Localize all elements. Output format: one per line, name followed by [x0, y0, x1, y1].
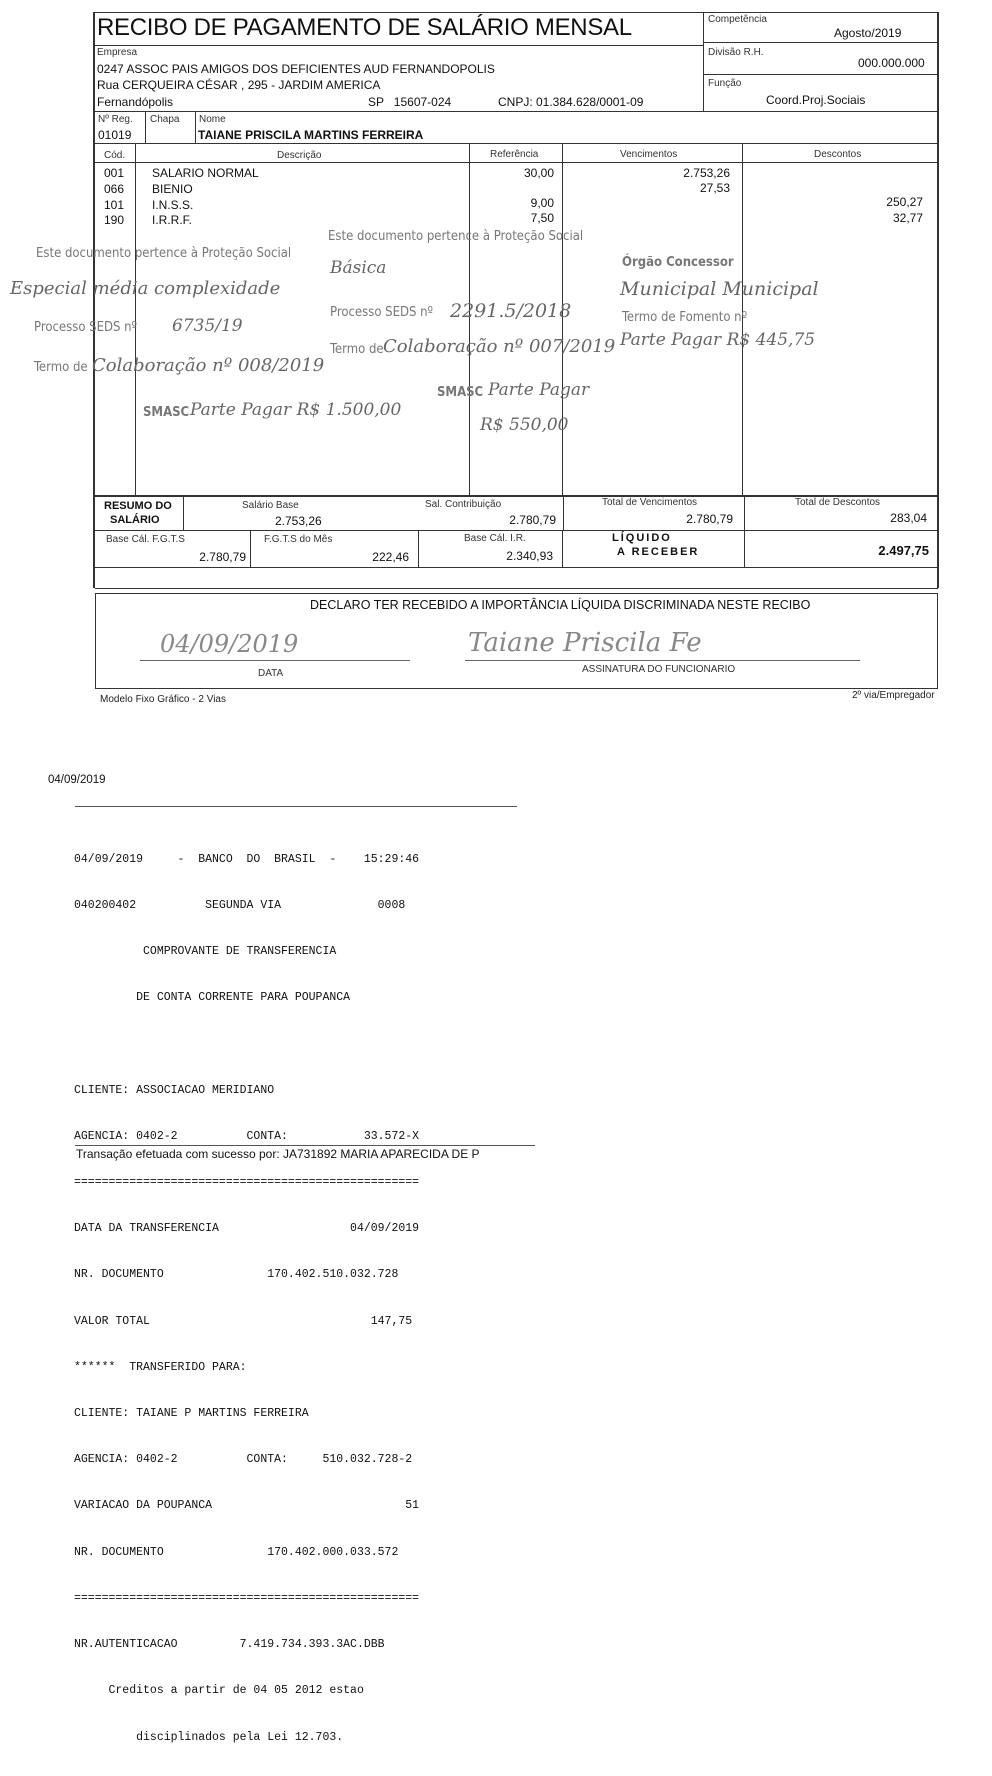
resumo-label: SALÁRIO	[110, 514, 160, 526]
comprovante-line: VARIACAO DA POUPANCA 51	[74, 1499, 420, 1513]
item-descont: 32,77	[892, 211, 923, 225]
comprovante-lines	[74, 821, 419, 1776]
signature: Taiane Priscila Fe	[468, 628, 702, 658]
fgts-mes-value: 222,46	[372, 550, 409, 564]
total-desc-label: Total de Descontos	[795, 497, 881, 508]
handwriting-processo: 6735/19	[172, 316, 243, 336]
comprovante-line: COMPROVANTE DE TRANSFERENCIA	[74, 945, 337, 959]
total-venc-value: 2.780,79	[686, 512, 733, 526]
comprovante-line: CLIENTE: TAIANE P MARTINS FERREIRA	[74, 1407, 309, 1421]
comprovante-line: NR. DOCUMENTO 170.402.510.032.728	[74, 1268, 399, 1282]
comprovante-date: 04/09/2019	[48, 774, 106, 786]
reg-value: 01019	[98, 128, 132, 142]
sal-contrib-value: 2.780,79	[509, 513, 556, 527]
empresa-label: Empresa	[97, 47, 138, 58]
salario-base-value: 2.753,26	[275, 514, 322, 528]
item-venc: 2.753,26	[683, 166, 730, 180]
comprovante-line: ****** TRANSFERIDO PARA:	[74, 1360, 247, 1374]
stamp-smasc: SMASC	[143, 405, 190, 420]
divisao-value: 000.000.000	[858, 56, 925, 70]
item-ref: 7,50	[530, 211, 554, 225]
declaro-text: DECLARO TER RECEBIDO A IMPORTÂNCIA LÍQUIDA DISCRIMINADA NESTE RECIBO	[310, 598, 811, 612]
handwriting-date: 04/09/2019	[160, 630, 299, 658]
item-cod: 066	[104, 182, 125, 196]
data-label: DATA	[258, 668, 284, 679]
comprovante-line: VALOR TOTAL 147,75	[74, 1314, 413, 1328]
employee-name: TAIANE PRISCILA MARTINS FERREIRA	[198, 128, 424, 142]
item-ref: 30,00	[523, 166, 554, 180]
empresa-address: Rua CERQUEIRA CÉSAR , 295 - JARDIM AMERICA	[97, 78, 381, 92]
item-venc: 27,53	[699, 181, 730, 195]
col-descricao: Descrição	[277, 150, 322, 161]
handwriting-municipal: Municipal Municipal	[620, 278, 819, 300]
col-referencia: Referência	[490, 149, 539, 160]
handwriting-parte-pagar: Parte Pagar R$ 445,75	[620, 330, 816, 350]
via-text: 2º via/Empregador	[852, 690, 935, 701]
funcao-value: Coord.Proj.Sociais	[766, 93, 866, 107]
base-ir-value: 2.340,93	[506, 549, 553, 563]
base-ir-label: Base Cál. I.R.	[464, 533, 526, 544]
comprovante-line: ==================================================	[74, 1591, 420, 1605]
comprovante-line: NR. DOCUMENTO 170.402.000.033.572	[74, 1545, 399, 1559]
empresa-cnpj: CNPJ: 01.384.628/0001-09	[498, 95, 644, 109]
modelo-text: Modelo Fixo Gráfico - 2 Vias	[100, 694, 226, 705]
resumo-label: RESUMO DO	[104, 500, 172, 512]
stamp-protecao-social: Este documento pertence à Proteção Social	[328, 229, 584, 244]
assinatura-label: ASSINATURA DO FUNCIONARIO	[582, 664, 736, 675]
reg-label: Nº Reg.	[98, 114, 133, 125]
stamp-protecao-social: Este documento pertence à Proteção Social	[36, 246, 292, 261]
stamp-termo-de: Termo de	[330, 342, 384, 357]
empresa-uf-cep: SP 15607-024	[368, 95, 452, 109]
comprovante-line: CLIENTE: ASSOCIACAO MERIDIANO	[74, 1083, 275, 1097]
comprovante-line: Creditos a partir de 04 05 2012 estao	[74, 1684, 364, 1698]
handwriting-colaboracao: Colaboração nº 008/2019	[92, 355, 325, 376]
divisao-label: Divisão R.H.	[708, 47, 764, 58]
item-desc: I.R.R.F.	[152, 213, 193, 227]
comprovante-line: DE CONTA CORRENTE PARA POUPANCA	[74, 991, 351, 1005]
liquido-label: A RECEBER	[617, 546, 700, 558]
comprovante-line: 04/09/2019 - BANCO DO BRASIL - 15:29:46	[74, 852, 420, 866]
handwriting-valor: R$ 550,00	[480, 415, 569, 435]
salario-base-label: Salário Base	[242, 500, 299, 511]
col-cod: Cód.	[104, 150, 126, 161]
item-cod: 001	[104, 166, 125, 180]
total-desc-value: 283,04	[890, 511, 927, 525]
item-desc: BIENIO	[152, 182, 193, 196]
handwriting-especial: Especial média complexidade	[10, 278, 281, 299]
liquido-label: LÍQUIDO	[612, 532, 672, 544]
base-fgts-value: 2.780,79	[199, 550, 246, 564]
chapa-label: Chapa	[150, 114, 180, 125]
handwriting-colaboracao: Colaboração nº 007/2019	[383, 336, 616, 357]
comprovante-footer: Transação efetuada com sucesso por: JA731892 MARIA APARECIDA DE P	[76, 1147, 480, 1161]
sal-contrib-label: Sal. Contribuição	[425, 499, 502, 510]
comprovante-line: disciplinados pela Lei 12.703.	[74, 1730, 344, 1744]
stamp-smasc: SMASC	[437, 385, 484, 400]
handwriting-parte-pagar: Parte Pagar	[488, 380, 590, 400]
fgts-mes-label: F.G.T.S do Mês	[264, 534, 333, 545]
item-cod: 101	[104, 198, 125, 212]
col-vencimentos: Vencimentos	[620, 149, 678, 160]
item-desc: I.N.S.S.	[152, 198, 194, 212]
liquido-value: 2.497,75	[878, 543, 929, 558]
item-descont: 250,27	[886, 195, 923, 209]
competencia-label: Competência	[708, 14, 767, 25]
comprovante-line: 040200402 SEGUNDA VIA 0008	[74, 899, 406, 913]
comprovante-line: AGENCIA: 0402-2 CONTA: 510.032.728-2	[74, 1453, 413, 1467]
stamp-processo-seds: Processo SEDS nº	[34, 320, 138, 335]
empresa-name: 0247 ASSOC PAIS AMIGOS DOS DEFICIENTES AUD FERNANDOPOLIS	[97, 62, 495, 76]
item-cod: 190	[104, 213, 125, 227]
handwriting-processo: 2291.5/2018	[450, 300, 572, 322]
total-venc-label: Total de Vencimentos	[602, 497, 698, 508]
comprovante-line: NR.AUTENTICACAO 7.419.734.393.3AC.DBB	[74, 1638, 385, 1652]
stamp-termo-fomento: Termo de Fomento nº	[622, 310, 748, 325]
stamp-orgao-concessor: Órgão Concessor	[622, 255, 734, 270]
handwriting-basica: Básica	[330, 258, 387, 278]
comprovante-line: ==================================================	[74, 1175, 420, 1189]
handwriting-parte-pagar: Parte Pagar R$ 1.500,00	[190, 400, 402, 420]
item-ref: 9,00	[530, 196, 554, 210]
stamp-termo-de: Termo de	[34, 360, 88, 375]
empresa-city: Fernandópolis	[97, 95, 174, 109]
nome-label: Nome	[199, 114, 226, 125]
col-descontos: Descontos	[814, 149, 862, 160]
stamp-processo-seds: Processo SEDS nº	[330, 305, 434, 320]
funcao-label: Função	[708, 78, 742, 89]
competencia-value: Agosto/2019	[834, 26, 902, 40]
comprovante-line: DATA DA TRANSFERENCIA 04/09/2019	[74, 1222, 420, 1236]
comprovante-line	[74, 1037, 419, 1052]
base-fgts-label: Base Cál. F.G.T.S	[106, 534, 185, 545]
item-desc: SALARIO NORMAL	[152, 166, 259, 180]
receipt-title: RECIBO DE PAGAMENTO DE SALÁRIO MENSAL	[97, 14, 632, 41]
comprovante-line: AGENCIA: 0402-2 CONTA: 33.572-X	[74, 1129, 420, 1143]
